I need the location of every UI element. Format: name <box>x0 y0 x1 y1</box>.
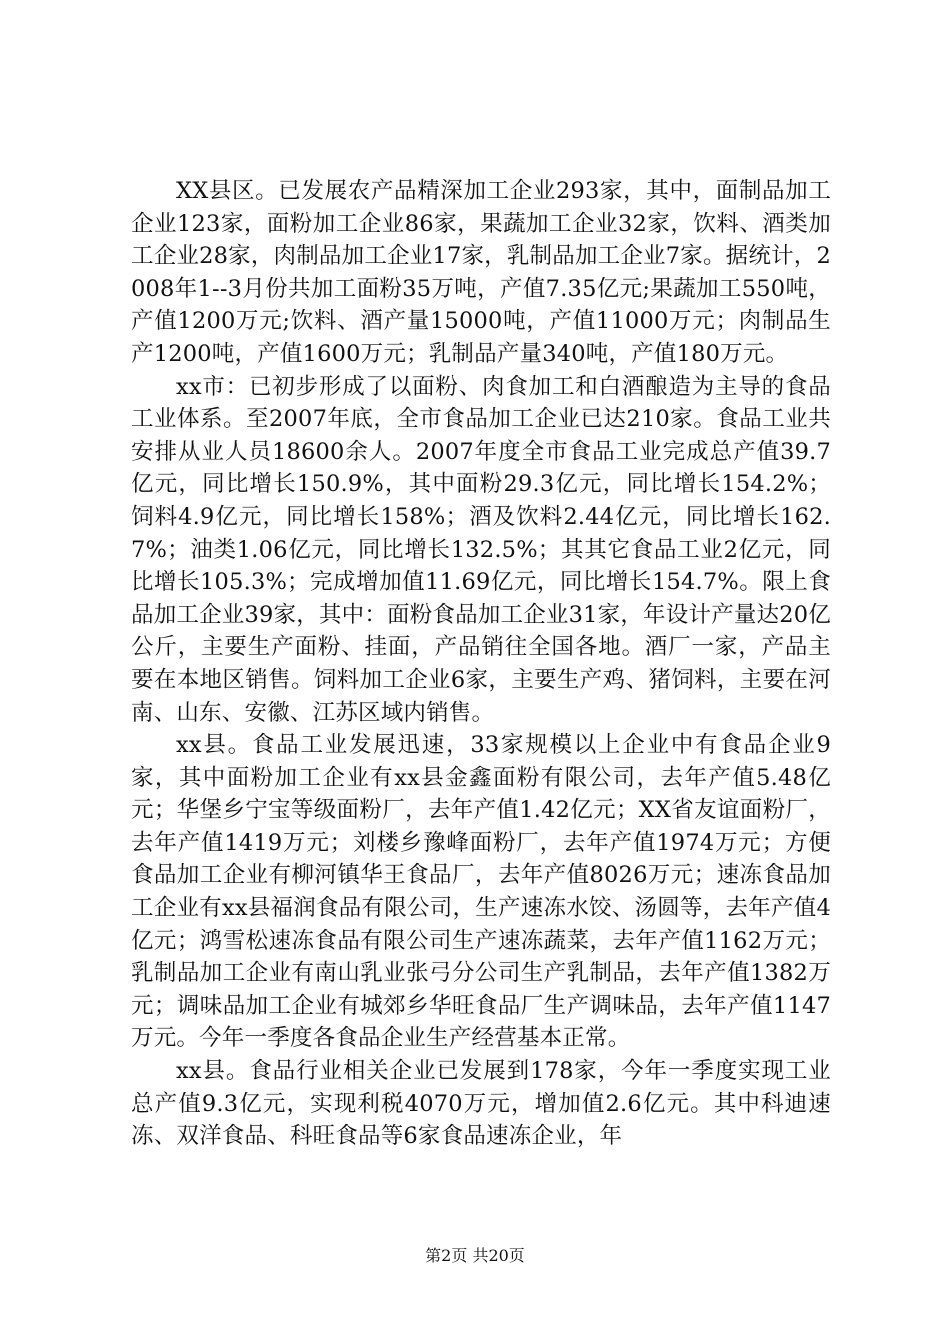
paragraph-xx-city: xx市：已初步形成了以面粉、肉食加工和白酒酿造为主导的食品工业体系。至2007年底，全市食品加工企业已达210家。食品工业共安排从业人员18600余人。2007年度全市食品工业完成总产值39.7亿元，同比增长150.9%，其中面粉29.3亿元，同比增长154.2%；饲料4.9亿元，同比增长158%；酒及饮料2.44亿元，同比增长162.7%；油类1.06亿元，同比增长132.5%；其其它食品工业2亿元，同比增长105.3%；完成增加值11.69亿元，同比增长154.7%。限上食品加工企业39家，其中：面粉食品加工企业31家，年设计产量达20亿公斤，主要生产面粉、挂面，产品销往全国各地。酒厂一家，产品主要在本地区销售。饲料加工企业6家，主要生产鸡、猪饲料，主要在河南、山东、安徽、江苏区域内销售。 <box>131 373 831 726</box>
body-text <box>131 175 831 1153</box>
page-footer: 第2页 共20页 <box>425 1246 525 1265</box>
paragraph-xx-county-district: XX县区。已发展农产品精深加工企业293家，其中，面制品加工企业123家，面粉加工企业86家，果蔬加工企业32家，饮料、酒类加工企业28家，肉制品加工企业17家，乳制品加工企业7家。据统计，2008年1--3月份共加工面粉35万吨，产值7.35亿元;果蔬加工550吨，产值1200万元;饮料、酒产量15000吨，产值11000万元；肉制品生产1200吨，产值1600万元；乳制品产量340吨，产值180万元。 <box>131 178 831 367</box>
paragraph-xx-county-2: xx县。食品行业相关企业已发展到178家，今年一季度实现工业总产值9.3亿元，实现利税4070万元，增加值2.6亿元。其中科迪速冻、双洋食品、科旺食品等6家食品速冻企业，年 <box>131 1058 831 1150</box>
paragraph-xx-county-1: xx县。食品工业发展迅速，33家规模以上企业中有食品企业9家，其中面粉加工企业有xx县金鑫面粉有限公司，去年产值5.48亿元；华堡乡宁宝等级面粉厂，去年产值1.42亿元；XX省友谊面粉厂，去年产值1419万元；刘楼乡豫峰面粉厂，去年产值1974万元；方便食品加工企业有柳河镇华王食品厂，去年产值8026万元；速冻食品加工企业有xx县福润食品有限公司，生产速冻水饺、汤圆等，去年产值4亿元；鸿雪松速冻食品有限公司生产速冻蔬菜，去年产值1162万元；乳制品加工企业有南山乳业张弓分公司生产乳制品，去年产值1382万元；调味品加工企业有城郊乡华旺食品厂生产调味品，去年产值1147万元。今年一季度各食品企业生产经营基本正常。 <box>131 732 831 1052</box>
